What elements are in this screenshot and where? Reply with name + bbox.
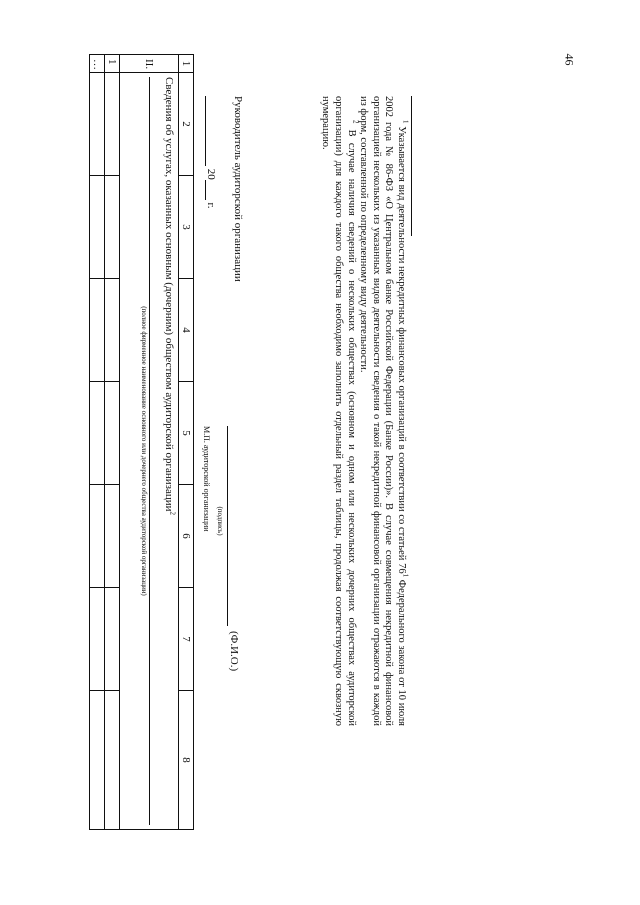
section-title-footnote-ref: 2 bbox=[168, 511, 177, 516]
section-heading-cell bbox=[120, 73, 179, 830]
signature-block bbox=[198, 96, 244, 716]
table-cell bbox=[90, 176, 105, 279]
table-row bbox=[105, 55, 120, 830]
section-title: Сведения об услугах, оказанных основным (дочерним) обществом аудиторской организации$^2$ bbox=[163, 77, 177, 516]
table-cell bbox=[105, 176, 120, 279]
org-name-line bbox=[149, 77, 162, 825]
col-number-6: 6 bbox=[179, 485, 194, 588]
date-year-blank bbox=[205, 180, 218, 200]
col-number-7: 7 bbox=[179, 588, 194, 691]
signature-line bbox=[227, 426, 228, 626]
signature-caption: (подпись) bbox=[216, 506, 224, 536]
stamp-place-label: М.П. аудиторской организации bbox=[202, 426, 211, 532]
table-cell bbox=[105, 588, 120, 691]
page-number: 46 bbox=[562, 53, 577, 65]
services-table bbox=[89, 54, 194, 830]
footnote-1-marker: 1 bbox=[401, 120, 410, 124]
signatory-title: Руководитель аудиторской организации bbox=[232, 96, 244, 282]
date-line bbox=[205, 96, 218, 209]
table-cell bbox=[90, 279, 105, 382]
section-number: II. bbox=[120, 55, 179, 73]
footnote-1: $^1$ Указывается вид деятельности некредитных финансовых организаций в соответствии со статьей $76^1$ Федерального закона от 10 июля 2002 года № 86-ФЗ «О Центральном банке Российской Федерации (Банке России)». В случае совмещения некредитной финансовой организацией нескольких из указанных видов деятельности сведения о такой некредитной финансовой организации отражаются в каждой из форм, составленной по определенному виду деятельности. bbox=[358, 96, 410, 727]
footnote-separator bbox=[411, 96, 412, 236]
footnote-2-marker: 2 bbox=[351, 120, 360, 124]
fio-label: (Ф.И.О.) bbox=[228, 631, 240, 672]
row-number: 1 bbox=[105, 55, 120, 73]
table-cell bbox=[90, 382, 105, 485]
col-number-3: 3 bbox=[179, 176, 194, 279]
table-cell bbox=[105, 279, 120, 382]
date-century: 20 bbox=[205, 168, 217, 180]
date-day-month-blank bbox=[205, 96, 218, 166]
table-cell bbox=[90, 485, 105, 588]
footnote-2: $^2$ В случае наличия сведений о нескольких обществах (основном и одном или нескольких дочерних обществах аудиторской организации) для каждого такого общества необходимо заполнить отдельный раздел таблицы, продолжая соответствующую сквозную нумерацию. bbox=[320, 96, 360, 727]
row-ellipsis: … bbox=[90, 55, 105, 73]
org-name-caption: (полное фирменное наименование основного или дочернего общества аудиторской организации) bbox=[140, 306, 148, 596]
table-cell bbox=[105, 382, 120, 485]
table-cell bbox=[90, 588, 105, 691]
col-number-2: 2 bbox=[179, 73, 194, 176]
col-number-4: 4 bbox=[179, 279, 194, 382]
col-number-8: 8 bbox=[179, 691, 194, 830]
table-cell bbox=[105, 485, 120, 588]
table-cell bbox=[90, 73, 105, 176]
date-suffix: г. bbox=[205, 202, 217, 209]
footnotes bbox=[319, 96, 412, 726]
column-number-row bbox=[179, 55, 194, 830]
article-superscript: 1 bbox=[401, 573, 410, 578]
table-cell bbox=[90, 691, 105, 830]
col-number-5: 5 bbox=[179, 382, 194, 485]
table-cell bbox=[105, 73, 120, 176]
section-heading-row bbox=[120, 55, 179, 830]
col-number-1: 1 bbox=[179, 55, 194, 73]
table-cell bbox=[105, 691, 120, 830]
table-row bbox=[90, 55, 105, 830]
